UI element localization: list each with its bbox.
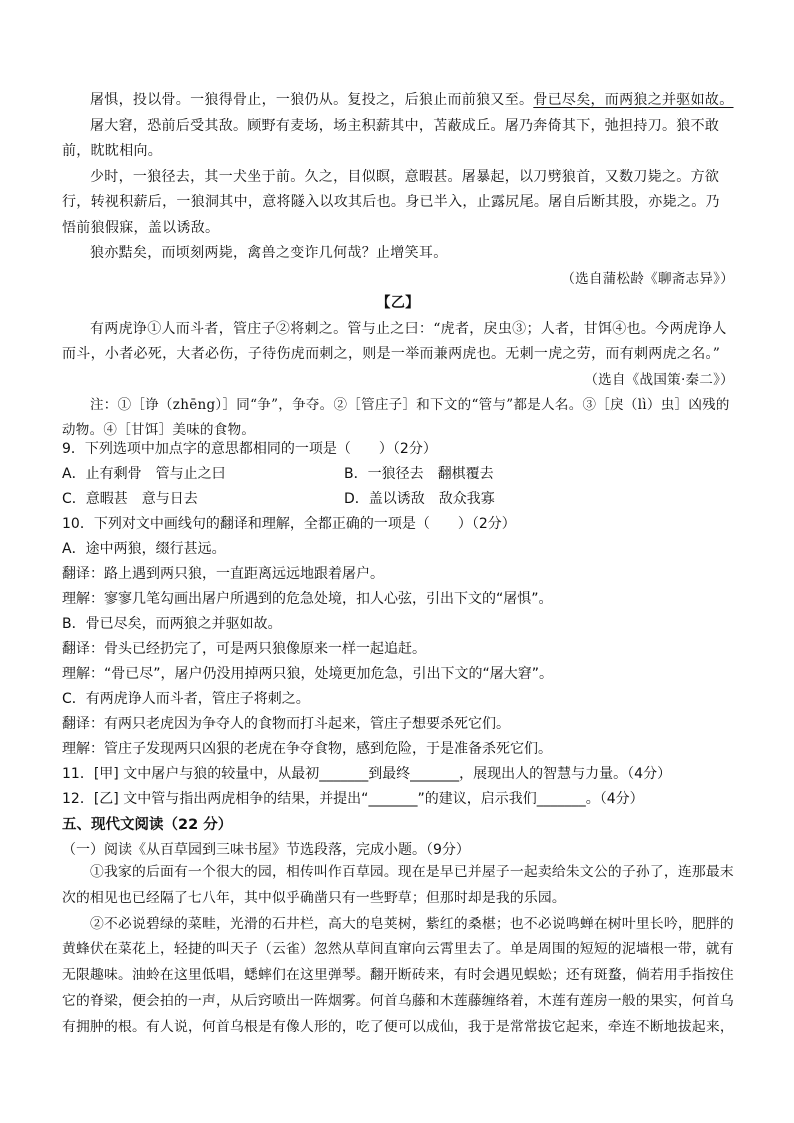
question-10-a-translation: 翻译：路上遇到两只狼，一直距离远远地跟着屠户。 <box>62 566 384 582</box>
section-5-heading: 五、现代文阅读（22 分） <box>62 817 233 833</box>
question-10-b-understanding: 理解：“骨已尽”，屠户仍没用掉两只狼，处境更加危急，引出下文的“屠大窘”。 <box>62 666 554 682</box>
passage-jia-p4: 狼亦黠矣，而顷刻两毙，禽兽之变诈几何哉？止增笑耳。 <box>90 245 448 261</box>
passage-yi-source: （选自《战国策·秦二》） <box>584 371 734 388</box>
question-9-option-b: B．一狼径去 翻棋覆去 <box>344 466 494 482</box>
question-10-a-sentence: A．途中两狼，缀行甚远。 <box>62 541 226 557</box>
question-10-c-understanding: 理解：管庄子发现两只凶狠的老虎在争夺食物，感到危险，于是准备杀死它们。 <box>62 741 552 757</box>
passage-yi-heading: 【乙】 <box>376 295 420 311</box>
underlined-sentence: 骨已尽矣，而两狼之并驱如故。 <box>533 92 734 108</box>
question-10-b-translation: 翻译：骨头已经扔完了，可是两只狼像原来一样一起追赶。 <box>62 641 426 657</box>
question-9-row2 <box>62 487 734 512</box>
passage-jia <box>62 88 734 292</box>
passage-jia-p1-text: 屠惧，投以骨。一狼得骨止，一狼仍从。复投之，后狼止而前狼又至。 <box>90 92 534 108</box>
passage-jia-p3: 少时，一狼径去，其一犬坐于前。久之，目似瞑，意暇甚。屠暴起，以刀劈狼首，又数刀毙之。方欲行，转视积薪后，一狼洞其中，意将隧入以攻其后也。身已半入，止露尻尾。屠自后断其股，亦毙之。乃悟前狼假寐，盖以诱敌。 <box>62 168 720 236</box>
question-9-option-a: A．止有剩骨 管与止之曰 <box>62 466 226 482</box>
passage-yi <box>62 291 734 443</box>
passage-yi-text: 有两虎诤①人而斗者，管庄子②将刺之。管与止之曰：“虎者，戾虫③；人者，甘饵④也。今两虎诤人而斗，小者必死，大者必伤，子待伤虎而刺之，则是一举而兼两虎也。无刺一虎之劳，而有刺两虎之名。” <box>62 320 727 362</box>
passage-yi-notes: 注：①［诤（zhēng）］同“争”，争夺。②［管庄子］和下文的“管与”都是人名。③［戾（lì）虫］凶残的动物。④［甘饵］美味的食物。 <box>62 397 730 438</box>
question-10-a-understanding: 理解：寥寥几笔勾画出屠户所遇到的危急处境，扣人心弦，引出下文的“屠惧”。 <box>62 591 553 607</box>
question-10-c-sentence: C．有两虎诤人而斗者，管庄子将刺之。 <box>62 691 310 707</box>
section-5-part-1: （一）阅读《从百草园到三味书屋》节选段落，完成小题。（9分） <box>62 842 470 858</box>
question-12: 12．[乙] 文中管与指出两虎相争的结果，并提出“_______”的建议，启示我们_______。（4分） <box>62 791 644 807</box>
question-9-option-c: C．意暇甚 意与日去 <box>62 491 198 507</box>
modern-para-2: ②不必说碧绿的菜畦，光滑的石井栏，高大的皂荚树，紫红的桑椹；也不必说鸣蝉在树叶里长吟，肥胖的黄蜂伏在菜花上，轻捷的叫天子（云雀）忽然从草间直窜向云霄里去了。单是周围的短短的泥墙根一带，就有无限趣味。油蛉在这里低唱，蟋蟀们在这里弹琴。翻开断砖来，有时会遇见蜈蚣；还有斑蝥，倘若用手指按住它的脊梁，便会拍的一声，从后窍喷出一阵烟雾。何首乌藤和木莲藤缠络着，木莲有莲房一般的果实，何首乌有拥肿的根。有人说，何首乌根是有像人形的，吃了便可以成仙，我于是常常拔它起来，牵连不断地拔起来， <box>62 915 734 1035</box>
question-10-b-sentence: B．骨已尽矣，而两狼之并驱如故。 <box>62 616 282 632</box>
question-9-row1 <box>62 462 734 487</box>
question-9-stem: 9．下列选项中加点字的意思都相同的一项是（ ）（2分） <box>62 441 437 457</box>
question-10-stem: 10．下列对文中画线句的翻译和理解，全都正确的一项是（ ）（2分） <box>62 516 516 532</box>
passage-jia-p1 <box>62 88 734 114</box>
question-10-c-translation: 翻译：有两只老虎因为争夺人的食物而打斗起来，管庄子想要杀死它们。 <box>62 716 510 732</box>
modern-passage <box>62 860 734 1041</box>
question-11: 11．[甲] 文中屠户与狼的较量中，从最初_______到最终_______，展现出人的智慧与力量。（4分） <box>62 766 672 782</box>
passage-jia-p2: 屠大窘，恐前后受其敌。顾野有麦场，场主积薪其中，苫蔽成丘。屠乃奔倚其下，弛担持刀。狼不敢前，眈眈相向。 <box>62 117 720 159</box>
passage-jia-source: （选自蒲松龄《聊斋志异》） <box>561 270 734 287</box>
modern-para-1: ①我家的后面有一个很大的园，相传叫作百草园。现在是早已并屋子一起卖给朱文公的子孙了，连那最末次的相见也已经隔了七八年，其中似乎确凿只有一些野草；但那时却是我的乐园。 <box>62 864 734 906</box>
question-9-option-d: D．盖以诱敌 敌众我寡 <box>344 491 495 507</box>
questions <box>62 437 734 863</box>
